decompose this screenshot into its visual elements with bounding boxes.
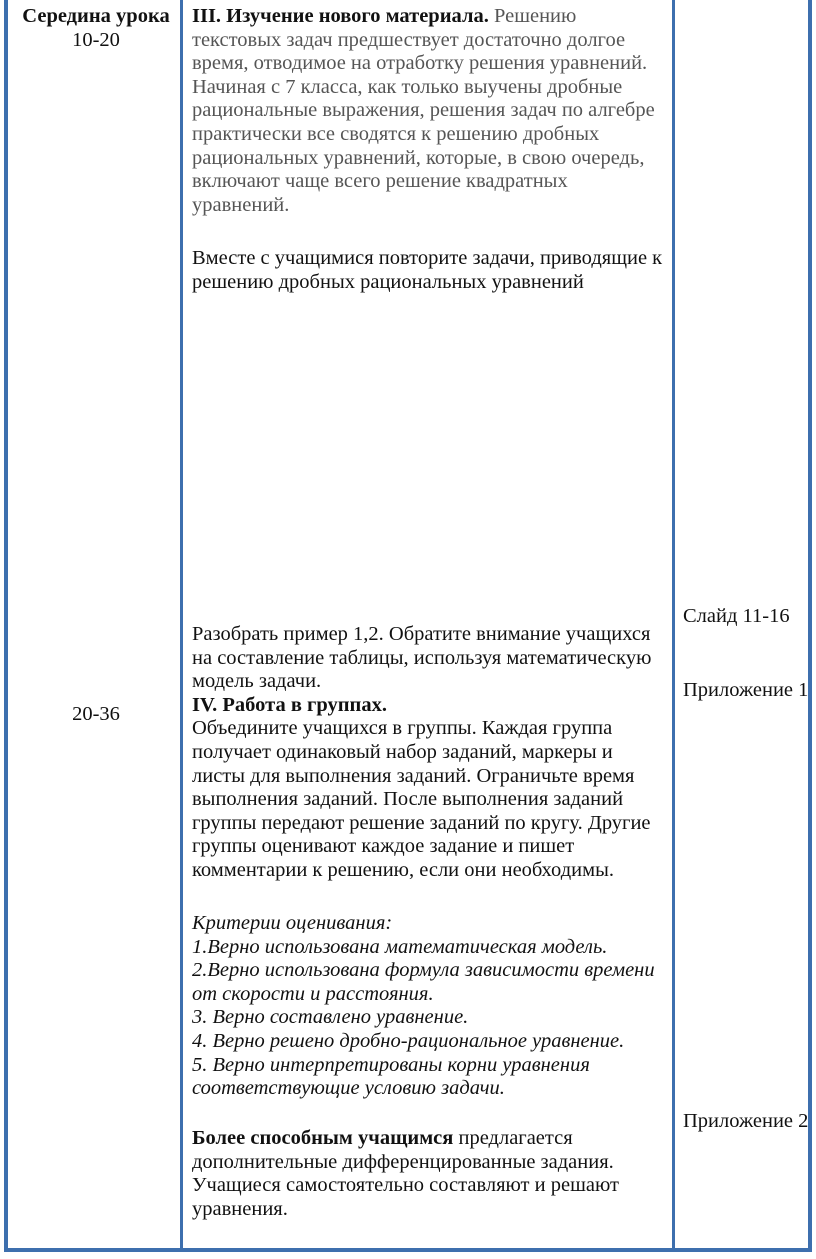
example-note: Разобрать пример 1,2. Обратите внимание учащихся на составление таблицы, используя математическую модель задачи. (192, 623, 652, 693)
criteria-item: 3. Верно составлено уравнение. (192, 1006, 469, 1029)
appendix-2-reference: Приложение 2 (683, 1110, 809, 1132)
appendix-1-reference: Приложение 1 (683, 679, 809, 701)
criteria-item: 5. Верно интерпретированы корни уравнения соответствующие условию задачи. (192, 1053, 590, 1100)
section-3-heading: III. Изучение нового материала. (192, 5, 489, 27)
criteria-item: 4. Верно решено дробно-рациональное уравнение. (192, 1029, 625, 1052)
advanced-students-text: предлагается дополнительные дифференцированные задания. Учащиеся самостоятельно составляют и решают уравнения. (192, 1127, 619, 1220)
section-4-heading: IV. Работа в группах. (192, 693, 387, 716)
group-work-instructions: Объедините учащихся в группы. Каждая группа получает одинаковый набор заданий, маркеры и листы для выполнения заданий. Ограничьте время выполнения заданий. После выполнения заданий группы передают решение заданий по кругу. Другие группы оценивают каждое задание и пишет комментарии к решению, если они необходимы. (192, 717, 651, 881)
repeat-tasks-note: Вместе с учащимися повторите задачи, приводящие к решению дробных рациональных уравнений (192, 247, 663, 293)
advanced-students-bold: Более способным учащимся (192, 1127, 454, 1149)
stage-cell (14, 5, 178, 52)
stage-title: Середина урока (22, 5, 170, 27)
stage-time-1: 10-20 (72, 28, 120, 51)
column-divider-1 (180, 0, 183, 1252)
section-3-paragraph (192, 5, 670, 217)
slides-reference: Слайд 11-16 (683, 605, 790, 627)
criteria-block (192, 912, 670, 1101)
section-3-intro: Решению текстовых задач предшествует достаточно долгое время, отводимое на отработку решения уравнений. Начиная с 7 класса, как только выучены дробные рациональные выражения, решения задач по алгебре практически все сводятся к решению дробных рациональных уравнений, которые, в свою очередь, включают чаще всего решение квадратных уравнений. (192, 5, 655, 216)
criteria-item: 1.Верно использована математическая модель. (192, 935, 608, 958)
advanced-students-block (192, 1127, 670, 1221)
criteria-title: Критерии оценивания: (192, 912, 393, 934)
advanced-students-paragraph (192, 1127, 670, 1221)
column-divider-2 (672, 0, 675, 1252)
section-3-block (192, 5, 670, 217)
stage-time-2: 20-36 (72, 703, 120, 725)
section-4-block (192, 623, 670, 883)
criteria-item: 2.Верно использована формула зависимости времени от скорости и расстояния. (192, 959, 655, 1005)
